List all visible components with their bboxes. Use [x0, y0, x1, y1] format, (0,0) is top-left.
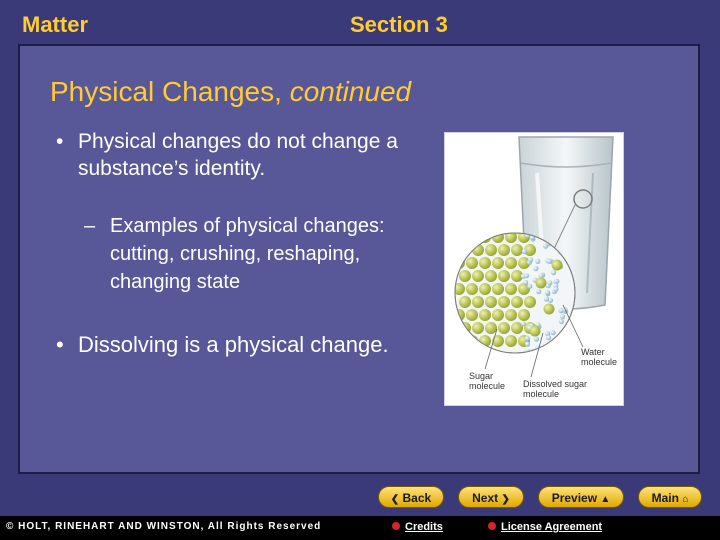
water-molecule-icon [557, 335, 562, 340]
back-button[interactable] [378, 486, 444, 508]
bullet-dot-icon [488, 522, 496, 530]
water-molecule-icon [544, 296, 549, 301]
water-molecule-icon [523, 280, 528, 285]
license-agreement-link[interactable] [488, 521, 602, 533]
dissolved-sugar-molecule-icon [530, 326, 541, 337]
credits-link[interactable] [392, 521, 443, 533]
bullet-text: Dissolving is a physical change. [78, 332, 389, 357]
dissolved-sugar-label: Dissolved sugar molecule [523, 379, 588, 399]
sugar-molecule-icon [459, 296, 471, 308]
water-molecule-icon [545, 290, 550, 295]
sugar-molecule-icon [505, 309, 517, 321]
sugar-molecule-icon [505, 335, 517, 347]
sub-bullet-1 [84, 212, 410, 296]
copyright-text: © HOLT, RINEHART AND WINSTON, All Rights Reserved [6, 521, 322, 532]
water-molecule-icon [536, 289, 541, 294]
arrow-right-icon: ❯ [501, 494, 510, 505]
bullet-mark: • [56, 130, 64, 153]
sugar-molecule-icon [485, 270, 497, 282]
top-bar [0, 0, 720, 46]
water-molecule-icon [546, 335, 551, 340]
sugar-molecule-icon [511, 244, 523, 256]
water-molecule-icon [543, 244, 548, 249]
footer-bar [0, 516, 720, 540]
bullet-mark: – [84, 215, 96, 237]
next-label: Next [472, 491, 499, 505]
slide-title [50, 76, 411, 108]
water-molecule-icon [534, 337, 539, 342]
arrow-left-icon: ❮ [390, 494, 400, 505]
water-molecule-icon [551, 270, 556, 275]
water-molecule-icon [527, 284, 532, 289]
chapter-title: Matter [22, 12, 89, 37]
water-molecule-icon [535, 259, 540, 264]
sugar-molecule-icon [472, 296, 484, 308]
sugar-molecule-icon [466, 283, 478, 295]
water-molecule-icon [525, 336, 530, 341]
sugar-molecule-icon [453, 231, 465, 243]
sugar-molecule-icon [518, 309, 530, 321]
bullet-mark: • [56, 332, 64, 357]
water-molecule-icon [547, 280, 552, 285]
sugar-molecule-icon [479, 257, 491, 269]
water-molecule-icon [553, 287, 558, 292]
sugar-molecule-icon [505, 257, 517, 269]
sugar-molecule-label: Sugar molecule [469, 371, 506, 391]
water-molecule-icon [533, 266, 538, 271]
sugar-molecule-icon [479, 283, 491, 295]
next-button[interactable] [458, 486, 524, 508]
sugar-molecule-icon [472, 270, 484, 282]
bullet-text: Examples of physical changes: cutting, crushing, reshaping, changing state [110, 215, 385, 293]
preview-label: Preview [551, 491, 598, 505]
bullet-dot-icon [392, 522, 400, 530]
sugar-molecule-icon [466, 231, 478, 243]
bullet-1 [56, 128, 428, 182]
sugar-molecule-icon [505, 283, 517, 295]
dissolving-illustration [444, 132, 624, 406]
water-molecule-icon [521, 321, 526, 326]
back-label: Back [402, 491, 432, 505]
sugar-molecule-icon [498, 296, 510, 308]
sugar-molecule-icon [498, 270, 510, 282]
sugar-molecule-icon [485, 296, 497, 308]
sugar-molecule-icon [466, 335, 478, 347]
main-button[interactable] [638, 486, 702, 508]
water-molecule-icon [547, 259, 552, 264]
sugar-molecule-icon [511, 296, 523, 308]
water-molecule-icon [560, 314, 565, 319]
sugar-molecule-icon [492, 309, 504, 321]
main-label: Main [651, 491, 679, 505]
water-molecule-icon [528, 257, 533, 262]
sugar-molecule-icon [485, 322, 497, 334]
water-molecule-icon [525, 342, 530, 347]
dissolved-sugar-molecule-icon [536, 278, 547, 289]
water-molecule-icon [554, 279, 559, 284]
credits-label: Credits [405, 521, 443, 533]
preview-icon: ▲ [600, 494, 611, 505]
sugar-molecule-icon [453, 335, 465, 347]
sugar-molecule-icon [498, 322, 510, 334]
bullet-text: Physical changes do not change a substance’s identity. [78, 130, 398, 180]
title-continued: continued [289, 76, 412, 107]
sugar-molecule-icon [466, 309, 478, 321]
water-molecule-icon [522, 249, 527, 254]
water-molecule-icon [551, 330, 556, 335]
sugar-molecule-icon [498, 244, 510, 256]
sugar-molecule-icon [492, 257, 504, 269]
sugar-molecule-icon [479, 309, 491, 321]
water-molecule-icon [573, 347, 578, 352]
section-title: Section 3 [350, 12, 448, 37]
sugar-molecule-icon [459, 270, 471, 282]
sugar-molecule-icon [485, 244, 497, 256]
dissolved-sugar-molecule-icon [544, 304, 555, 315]
dissolved-sugar-molecule-icon [552, 260, 563, 271]
bullet-2 [56, 330, 398, 360]
sugar-molecule-icon [492, 283, 504, 295]
license-label: License Agreement [501, 521, 603, 533]
water-molecule-icon [524, 273, 529, 278]
water-molecule-icon [559, 319, 564, 324]
title-main: Physical Changes, [50, 76, 282, 107]
home-icon: ⌂ [682, 494, 689, 505]
water-molecule-icon [569, 347, 574, 352]
water-molecule-label: Water molecule [581, 347, 618, 367]
sugar-molecule-icon [524, 296, 536, 308]
sugar-molecule-icon [472, 322, 484, 334]
preview-button[interactable] [538, 486, 624, 508]
sugar-molecule-icon [466, 257, 478, 269]
